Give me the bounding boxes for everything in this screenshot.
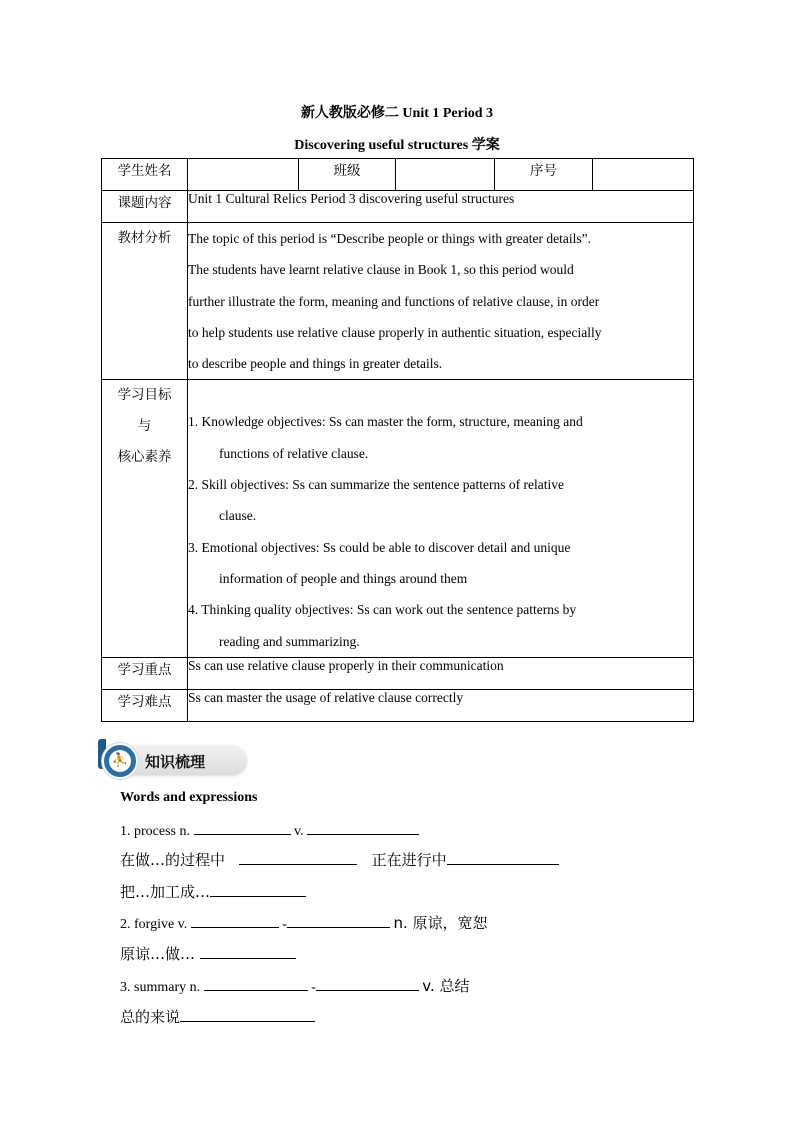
goals-label-line: 学习目标 bbox=[117, 387, 172, 404]
seat-number-label: 序号 bbox=[495, 159, 593, 191]
answer-blank[interactable] bbox=[200, 944, 296, 959]
answer-blank[interactable] bbox=[204, 976, 308, 991]
difficulty-value: Ss can master the usage of relative clause correctly bbox=[188, 689, 694, 721]
runner-icon: ⛹ bbox=[102, 743, 138, 779]
goals-list bbox=[188, 380, 694, 657]
class-label: 班级 bbox=[299, 159, 396, 191]
answer-blank[interactable] bbox=[194, 820, 291, 835]
analysis-line: The students have learnt relative clause in Book 1, so this period would bbox=[188, 262, 574, 278]
student-name-label: 学生姓名 bbox=[102, 159, 188, 191]
analysis-label: 教材分析 bbox=[102, 223, 188, 380]
exercise-line-2: 在做…的过程中 正在进行中 bbox=[120, 849, 559, 870]
exercise-line-4: 2. forgive v. - n. 原谅，宽恕 bbox=[120, 914, 488, 932]
analysis-line: The topic of this period is “Describe people or things with greater details”. bbox=[188, 231, 592, 246]
analysis-line: to describe people and things in greater details. bbox=[188, 356, 443, 372]
section-title: 知识梳理 bbox=[145, 753, 206, 771]
info-table bbox=[101, 158, 694, 722]
analysis-line: further illustrate the form, meaning and functions of relative clause, in order bbox=[188, 293, 600, 309]
goals-label-line: 与 bbox=[137, 418, 152, 435]
exercise-line-6: 3. summary n. - v. 总结 bbox=[120, 977, 470, 995]
goals-label-line: 核心素养 bbox=[117, 449, 172, 466]
student-name-field[interactable] bbox=[188, 159, 299, 191]
analysis-line: to help students use relative clause properly in authentic situation, especially bbox=[188, 324, 602, 340]
words-heading: Words and expressions bbox=[120, 790, 258, 805]
difficulty-label: 学习难点 bbox=[102, 689, 188, 721]
answer-blank[interactable] bbox=[180, 1007, 315, 1022]
answer-blank[interactable] bbox=[239, 850, 357, 865]
answer-blank[interactable] bbox=[210, 882, 306, 897]
exercise-line-7: 总的来说 bbox=[120, 1006, 315, 1027]
goal-item: 2. Skill objectives: Ss can summarize the sentence patterns of relative clause. bbox=[188, 477, 565, 524]
goals-label bbox=[102, 380, 188, 657]
exercise-line-3: 把…加工成… bbox=[120, 881, 306, 902]
key-points-label: 学习重点 bbox=[102, 657, 188, 689]
exercise-line-5: 原谅…做… bbox=[120, 943, 296, 964]
answer-blank[interactable] bbox=[316, 976, 419, 991]
answer-blank[interactable] bbox=[307, 820, 419, 835]
key-points-value: Ss can use relative clause properly in their communication bbox=[188, 657, 694, 689]
document-title: 新人教版必修二 Unit 1 Period 3 bbox=[300, 106, 494, 121]
answer-blank[interactable] bbox=[191, 913, 279, 928]
analysis-text bbox=[188, 223, 694, 380]
section-badge bbox=[98, 739, 248, 778]
document-subtitle: Discovering useful structures 学案 bbox=[294, 138, 500, 153]
goal-item: 3. Emotional objectives: Ss could be able to discover detail and unique information of people and things around them bbox=[188, 539, 571, 586]
goal-item: 1. Knowledge objectives: Ss can master the form, structure, meaning and functions of relative clause. bbox=[188, 414, 583, 461]
topic-label: 课题内容 bbox=[102, 191, 188, 223]
topic-value: Unit 1 Cultural Relics Period 3 discovering useful structures bbox=[188, 191, 694, 223]
goal-item: 4. Thinking quality objectives: Ss can work out the sentence patterns by reading and summarizing. bbox=[188, 602, 577, 649]
seat-number-field[interactable] bbox=[593, 159, 694, 191]
answer-blank[interactable] bbox=[287, 913, 390, 928]
answer-blank[interactable] bbox=[447, 850, 559, 865]
class-field[interactable] bbox=[396, 159, 495, 191]
exercise-line-1: 1. process n. v. bbox=[120, 820, 419, 840]
